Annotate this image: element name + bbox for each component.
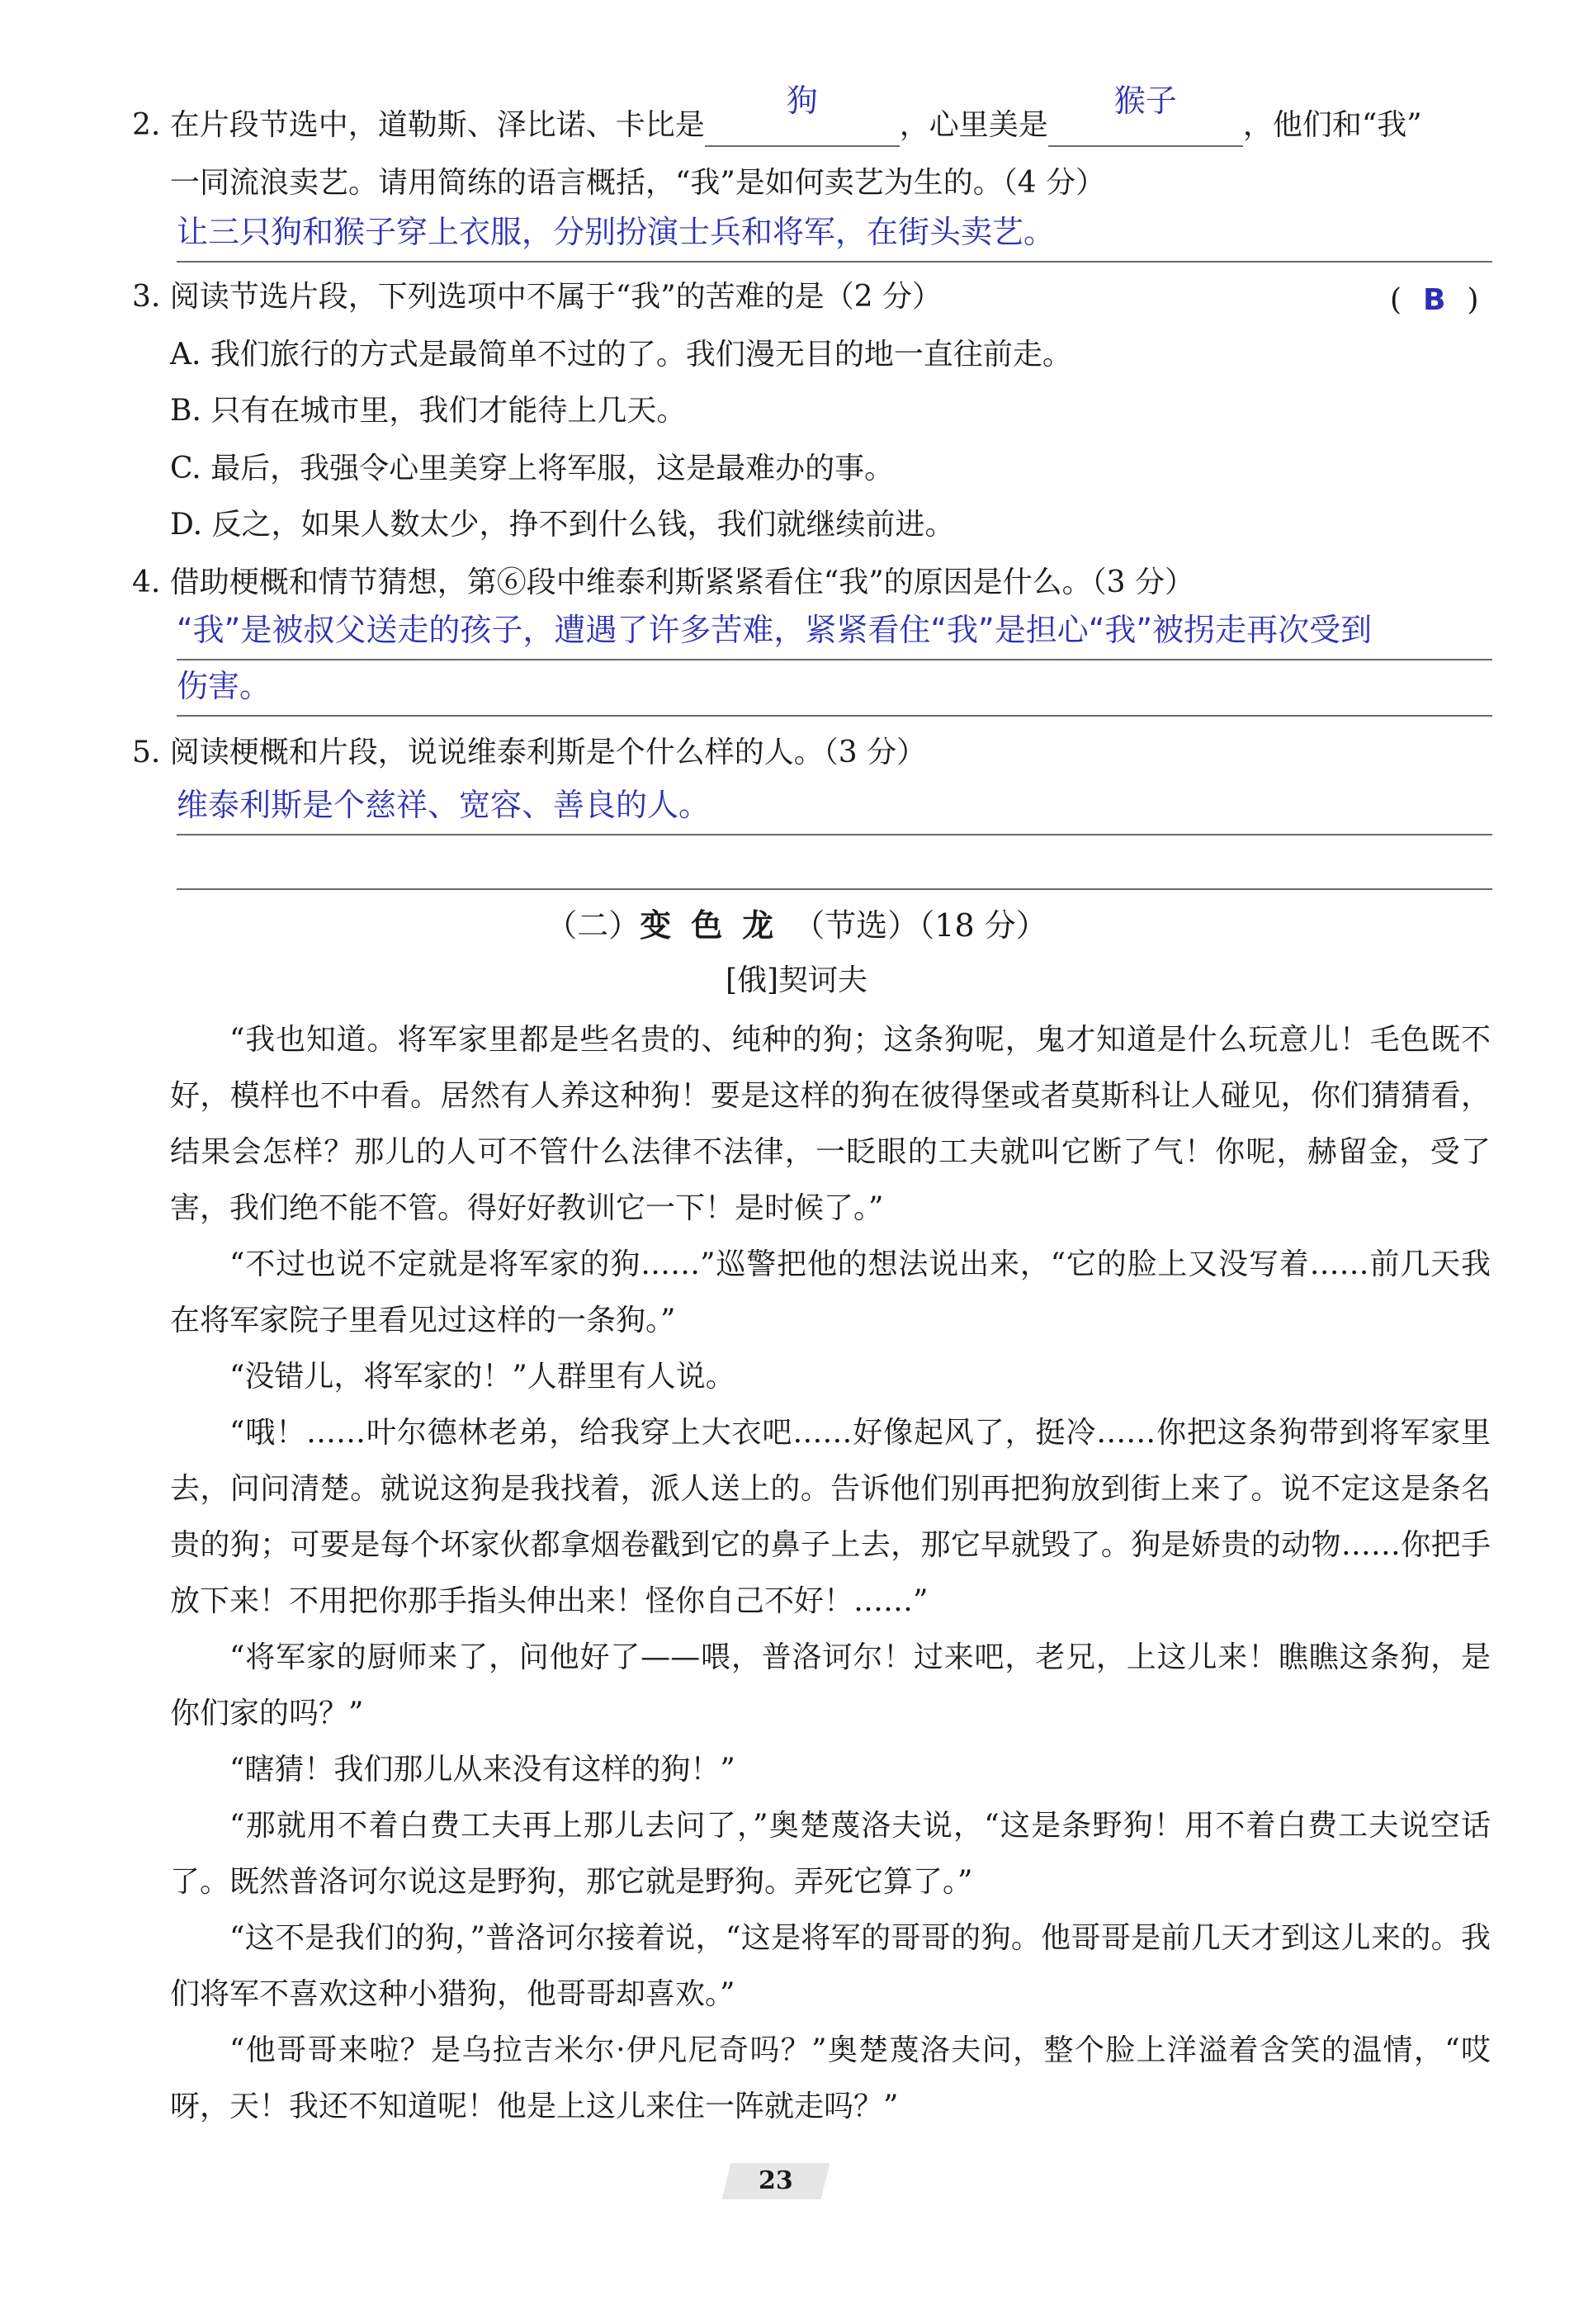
- section-suffix: （节选）（18 分）: [793, 907, 1047, 944]
- question-2-answer: 让三只狗和猴子穿上衣服，分别扮演士兵和将军，在街头卖艺。: [177, 214, 1056, 250]
- paragraph: “他哥哥来啦？是乌拉吉米尔·伊凡尼奇吗？”奥楚蔑洛夫问，整个脸上洋溢着含笑的温情，“哎呀，天！我还不知道呢！他是上这儿来住一阵就走吗？”: [170, 2033, 1491, 2123]
- author: [俄]契诃夫: [725, 963, 868, 997]
- section-prefix: （二）: [546, 907, 641, 944]
- blank-1: [705, 83, 900, 147]
- option-b: B. 只有在城市里，我们才能待上几天。: [170, 394, 687, 428]
- question-2-prefix: 2. 在片段节选中，道勒斯、泽比诺、卡比是: [132, 108, 705, 142]
- blank-2: [1048, 83, 1243, 147]
- answer-line: [177, 715, 1492, 717]
- paragraph: “哦！……叶尔德林老弟，给我穿上大衣吧……好像起风了，挺冷……你把这条狗带到将军家里去，问问清楚。就说这狗是我找着，派人送上的。告诉他们别再把狗放到街上来了。说不定这是条名贵的狗；可要是每个坏家伙都拿烟卷戳到它的鼻子上去，那它早就毁了。狗是娇贵的动物……你把手放下来！不用把你那手指头伸出来！怪你自己不好！……”: [170, 1416, 1491, 1618]
- paragraph: “那就用不着白费工夫再上那儿去问了，”奥楚蔑洛夫说，“这是条野狗！用不着白费工夫说空话了。既然普洛诃尔说这是野狗，那它就是野狗。弄死它算了。”: [170, 1809, 1491, 1899]
- answer-line: [177, 834, 1492, 835]
- passage: [170, 1012, 1491, 2135]
- answer-line: [177, 888, 1492, 890]
- blank-1-answer: 狗: [786, 83, 818, 119]
- option-a: A. 我们旅行的方式是最简单不过的了。我们漫无目的地一直往前走。: [170, 338, 1072, 372]
- page-number: [722, 2163, 830, 2199]
- question-2-suffix: ，他们和“我”: [1242, 108, 1422, 142]
- option-d: D. 反之，如果人数太少，挣不到什么钱，我们就继续前进。: [170, 508, 955, 542]
- question-5-stem: 5. 阅读梗概和片段，说说维泰利斯是个什么样的人。（3 分）: [132, 736, 927, 769]
- section-title: [0, 905, 1593, 946]
- page-number-text: 23: [759, 2166, 793, 2195]
- paragraph: “瞎猜！我们那儿从来没有这样的狗！”: [229, 1753, 735, 1787]
- paragraph: “这不是我们的狗，”普洛诃尔接着说，“这是将军的哥哥的狗。他哥哥是前几天才到这儿来的。我们将军不喜欢这种小猎狗，他哥哥却喜欢。”: [170, 1921, 1491, 2011]
- question-4-answer-line-2: 伤害。: [177, 668, 272, 704]
- paragraph: “将军家的厨师来了，问他好了——喂，普洛诃尔！过来吧，老兄，上这儿来！瞧瞧这条狗，是你们家的吗？”: [170, 1640, 1491, 1730]
- paragraph: “没错儿，将军家的！”人群里有人说。: [229, 1360, 735, 1394]
- paragraph: “我也知道。将军家里都是些名贵的、纯种的狗；这条狗呢，鬼才知道是什么玩意儿！毛色既不好，模样也不中看。居然有人养这种狗！要是这样的狗在彼得堡或者莫斯科让人碰见，你们猜猜看，结果会怎样？那儿的人可不管什么法律不法律，一眨眼的工夫就叫它断了气！你呢，赫留金，受了害，我们绝不能不管。得好好教训它一下！是时候了。”: [170, 1023, 1491, 1225]
- question-4-stem: 4. 借助梗概和情节猜想，第⑥段中维泰利斯紧紧看住“我”的原因是什么。（3 分）: [132, 566, 1194, 599]
- question-3-answer: B: [1423, 283, 1446, 317]
- answer-bracket: [1390, 281, 1479, 320]
- option-c: C. 最后，我强令心里美穿上将军服，这是最难办的事。: [170, 452, 895, 485]
- section-main-title: 变色龙: [640, 907, 794, 944]
- bracket-open: (: [1390, 283, 1402, 317]
- question-2: [132, 83, 1422, 147]
- answer-line: [177, 261, 1492, 263]
- question-5-answer: 维泰利斯是个慈祥、宽容、善良的人。: [177, 787, 711, 823]
- question-2-line-2: 一同流浪卖艺。请用简练的语言概括，“我”是如何卖艺为生的。（4 分）: [170, 166, 1106, 200]
- paragraph: “不过也说不定就是将军家的狗……”巡警把他的想法说出来，“它的脸上又没写着……前几天我在将军家院子里看见过这样的一条狗。”: [170, 1247, 1491, 1337]
- answer-line: [177, 659, 1492, 660]
- blank-2-answer: 猴子: [1113, 83, 1177, 119]
- question-2-middle: ，心里美是: [899, 108, 1048, 142]
- question-3-stem: 3. 阅读节选片段，下列选项中不属于“我”的苦难的是（2 分）: [132, 280, 942, 314]
- question-4-answer-line-1: “我”是被叔父送走的孩子，遭遇了许多苦难，紧紧看住“我”是担心“我”被拐走再次受到: [177, 612, 1373, 648]
- bracket-close: ): [1467, 283, 1479, 317]
